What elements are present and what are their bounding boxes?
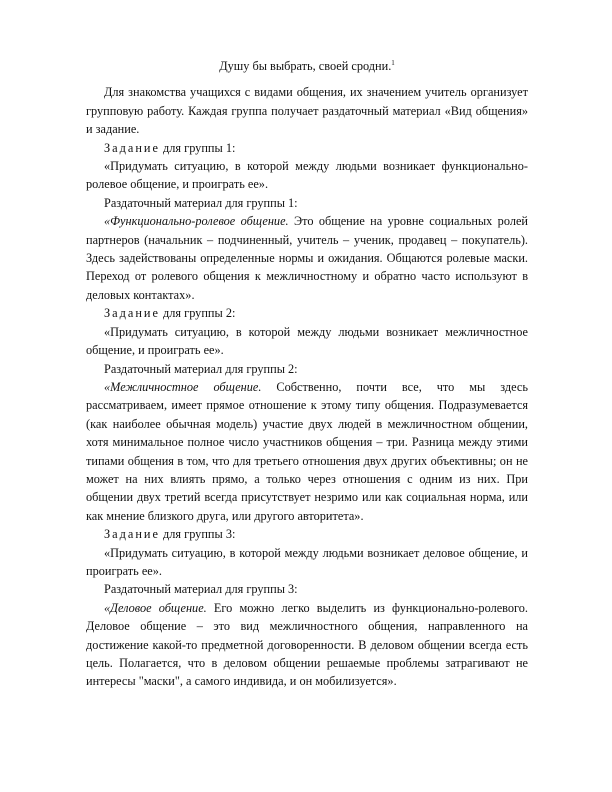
- handout-body: Это общение на уровне социальных ролей партнеров (начальник – подчиненный, учитель – ученик, продавец – покупатель). Здесь задействованы определенные нормы и ожидания. Общаются ролевые маски. Переход от ролевого общения к межличностному и обратно часто используют в деловых контактах».: [86, 214, 528, 302]
- handout-label-group-1: Раздаточный материал для группы 1:: [104, 195, 298, 210]
- handout-body: Его можно легко выделить из функционально-ролевого. Деловое общение – это вид межличностного общения, направленного на достижение какой-то предметной договоренности. В деловом общении всегда есть цель. Полагается, что в деловом общении решаемые проблемы затрагивают не интересы "маски", а самого индивида, и он мобилизуется».: [86, 600, 528, 689]
- title-text: Душу бы выбрать, своей сродни.: [219, 59, 392, 73]
- task-text-group-3: «Придумать ситуацию, в которой между людьми возникает деловое общение, и проиграть ее».: [86, 545, 528, 578]
- task-heading-group-3: [86, 525, 528, 543]
- task-word: Задание: [104, 306, 160, 321]
- task-word: Задание: [104, 527, 160, 542]
- task-heading-group-1: [86, 139, 528, 157]
- handout-text-group-1: [86, 212, 528, 304]
- task-text-group-1: «Придумать ситуацию, в которой между людьми возникает функционально-ролевое общение, и проиграть ее».: [86, 159, 528, 192]
- task-suffix: для группы 3:: [159, 527, 236, 542]
- handout-term: «Деловое общение.: [104, 600, 207, 615]
- task-suffix: для группы 2:: [159, 306, 236, 321]
- task-suffix: для группы 1:: [159, 140, 236, 155]
- handout-label-group-2: Раздаточный материал для группы 2:: [104, 361, 298, 376]
- handout-label-group-3: Раздаточный материал для группы 3:: [104, 582, 298, 597]
- document-page: [86, 57, 528, 691]
- handout-term: «Межличностное общение.: [104, 379, 262, 394]
- task-text-group-2: «Придумать ситуацию, в которой между людьми возникает межличностное общение, и проиграть ее».: [86, 324, 528, 358]
- intro-paragraph: Для знакомства учащихся с видами общения, их значением учитель организует групповую работу. Каждая группа получает раздаточный материал «Вид общения» и задание.: [86, 85, 528, 137]
- document-title: [86, 57, 528, 75]
- handout-text-group-3: [86, 599, 528, 691]
- handout-text-group-2: [86, 378, 528, 525]
- task-word: Задание: [104, 140, 160, 155]
- task-heading-group-2: [86, 304, 528, 322]
- footnote-mark: 1: [391, 59, 395, 67]
- handout-body: Собственно, почти все, что мы здесь рассматриваем, имеет прямое отношение к этому типу общения. Подразумевается (как наиболее обычная модель) участие двух людей в межличностном общении, хотя минимальное полное число участников общения – три. Разница между этими типами общения в том, что для третьего отношения двух других объективны; он не может на них влиять прямо, а только через отношения с одним из них. При общении двух третий всегда присутствует незримо или как социальная норма, или как мнение близкого друга, или другого авторитета».: [86, 379, 528, 523]
- handout-term: «Функционально-ролевое общение.: [104, 214, 289, 229]
